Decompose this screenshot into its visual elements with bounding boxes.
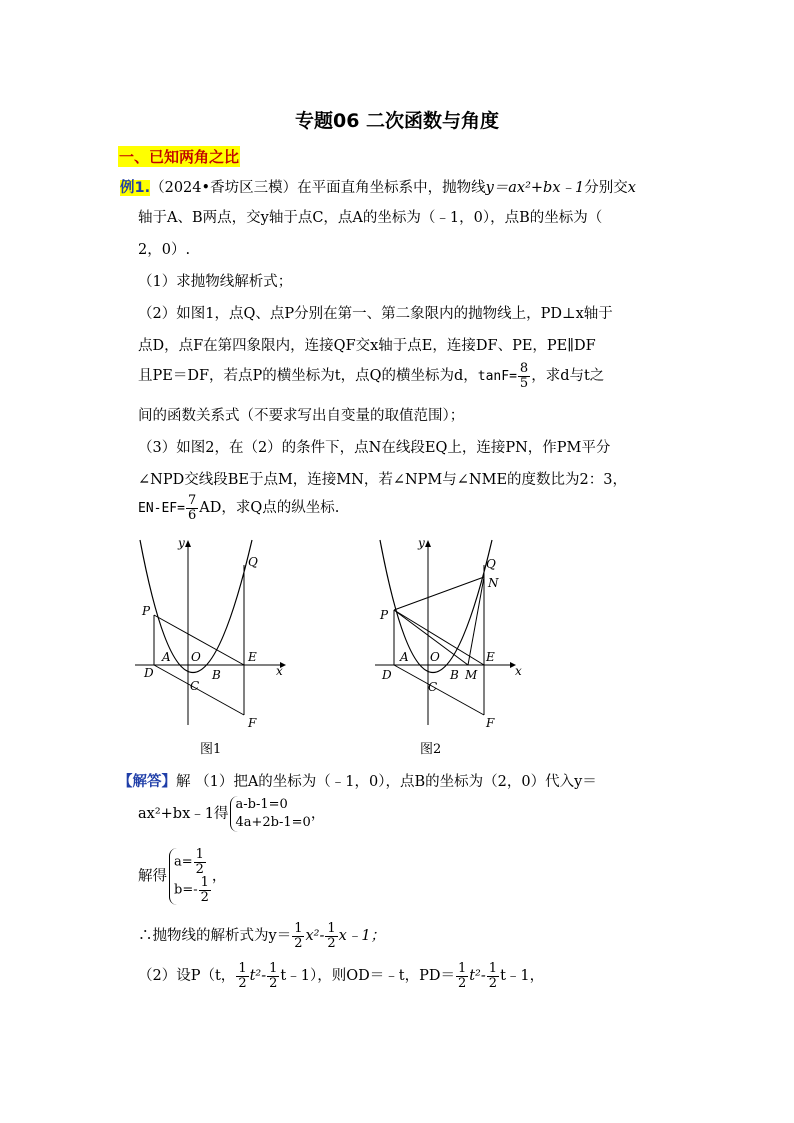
question-3-line-3: EN-EF= $\frac{7}{6}$ AD，求Q点的纵坐标. (138, 493, 340, 523)
figure-2-caption: 图2 (420, 742, 442, 757)
y-axis-arrow (185, 540, 191, 547)
solution-line-4: ∴抛物线的解析式为y＝ $\frac{1}{2}$ x²- $\frac{1}{2}$ x﹣1； (138, 921, 386, 951)
section-heading: 一、已知两角之比 (119, 148, 240, 166)
solution-line-3: 解得 a= $\frac{1}{2}$ b=- $\frac{1}{2}$ ， (138, 847, 227, 905)
question-1: （1）求抛物线解析式； (138, 274, 293, 290)
label-m: M (465, 668, 478, 682)
example-label: 例1. (120, 180, 151, 196)
label-a: A (162, 650, 171, 664)
label-c: C (428, 680, 438, 694)
label-e: E (248, 650, 257, 664)
figure-1 (130, 535, 290, 735)
label-c: C (190, 679, 200, 693)
example-line-3: 2，0）. (138, 242, 191, 258)
label-f: F (486, 716, 495, 730)
label-d: D (144, 666, 154, 680)
en-ef-fraction: $\frac{7}{6}$ (187, 493, 197, 523)
example-line-2: 轴于A、B两点，交y轴于点C，点A的坐标为（﹣1，0），点B的坐标为（ (138, 210, 603, 226)
segment-pn (394, 577, 484, 610)
question-2-line-2: 点D，点F在第四象限内，连接QF交x轴于点E，连接DF、PE，PE∥DF (138, 338, 596, 354)
equation-system: a-b-1=0 4a+2b-1=0 (230, 796, 310, 832)
solution-line-5: （2）设P（t， $\frac{1}{2}$ t²- $\frac{1}{2}$ t﹣1），则OD＝﹣t，PD＝ $\frac{1}{2}$ t²- $\frac{1}{2}$ t﹣1， (138, 961, 545, 991)
label-a: A (400, 650, 409, 664)
label-d: D (382, 668, 392, 682)
label-f: F (248, 716, 257, 730)
question-2-line-1: （2）如图1，点Q、点P分别在第一、第二象限内的抛物线上，PD⊥x轴于 (138, 306, 613, 322)
label-o: O (191, 650, 201, 664)
question-2-line-4: 间的函数关系式（不要求写出自变量的取值范围）； (138, 408, 465, 424)
figure-2 (370, 535, 530, 735)
question-3-line-1: （3）如图2，在（2）的条件下，点N在线段EQ上，连接PN，作PM平分 (138, 440, 611, 456)
solution-label: 【解答】 (118, 774, 176, 790)
segment-mn (468, 577, 484, 665)
question-3-line-2: ∠NPD交线段BE于点M，连接MN，若∠NPM与∠NME的度数比为2：3， (138, 472, 627, 488)
label-b: B (450, 668, 459, 682)
tanf-fraction: $\frac{8}{5}$ (519, 361, 529, 391)
y-axis-arrow (425, 540, 431, 547)
solution-line-2: ax²+bx﹣1得 a-b-1=0 4a+2b-1=0 ， (138, 797, 326, 830)
label-b: B (212, 668, 221, 682)
label-q: Q (248, 555, 258, 569)
label-e: E (486, 650, 495, 664)
label-q: Q (486, 557, 496, 571)
label-o: O (430, 650, 440, 664)
label-p: P (142, 604, 151, 618)
figure-1-caption: 图1 (200, 742, 222, 757)
label-x: x (515, 664, 522, 678)
page-title: 专题06 二次函数与角度 (294, 110, 500, 132)
question-2-line-3: 且PE＝DF，若点P的横坐标为t，点Q的横坐标为d，tanF= $\frac{8}{5}$ ，求d与t之 (138, 361, 605, 391)
function-expression: y＝ax²+bx﹣1 (485, 180, 585, 196)
label-y: y (418, 536, 425, 550)
label-x: x (276, 664, 283, 678)
solution-system: a= $\frac{1}{2}$ b=- $\frac{1}{2}$ (169, 848, 212, 905)
example-line-1: 例1.（2024•香坊区三模）在平面直角坐标系中，抛物线y＝ax²+bx﹣1分别交x (120, 180, 636, 196)
solution-line-1: 【解答】解 （1）把A的坐标为（﹣1，0），点B的坐标为（2，0）代入y＝ (118, 774, 597, 790)
label-n: N (488, 576, 499, 590)
label-p: P (380, 608, 389, 622)
label-y: y (178, 536, 185, 550)
